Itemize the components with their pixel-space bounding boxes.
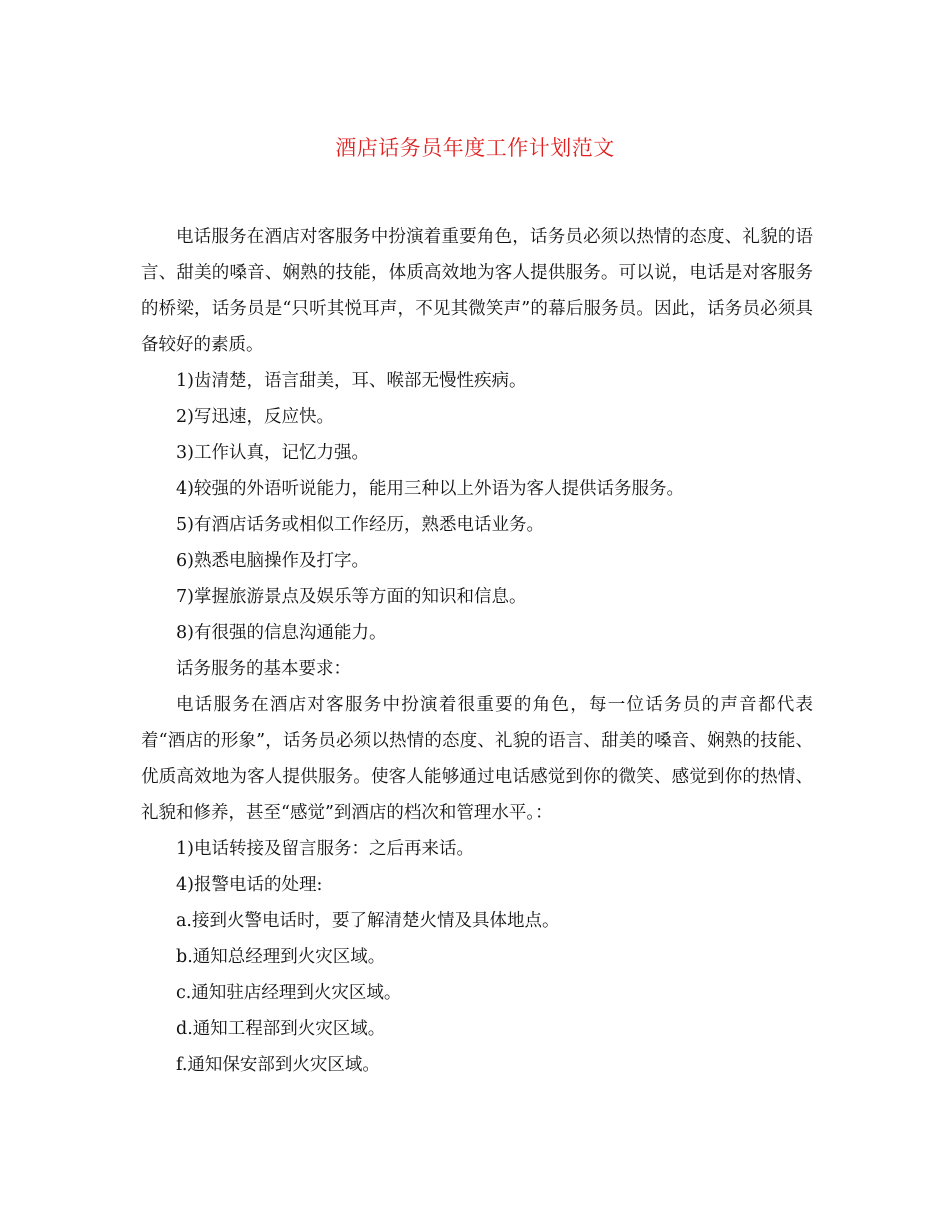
intro-paragraph: 电话服务在酒店对客服务中扮演着重要角色，话务员必须以热情的态度、礼貌的语言、甜美的嗓音、娴熟的技能，体质高效地为客人提供服务。可以说，电话是对客服务的桥梁，话务员是“只听其悦耳声，不见其微笑声”的幕后服务员。因此，话务员必须具备较好的素质。	[141, 227, 813, 355]
list-item: f.通知保安部到火灾区域。	[176, 1055, 380, 1075]
list-item: 7)掌握旅游景点及娱乐等方面的知识和信息。	[176, 587, 527, 607]
qualities-list	[141, 363, 813, 651]
document-title: 酒店话务员年度工作计划范文	[335, 136, 615, 160]
list-item: 1)电话转接及留言服务：之后再来话。	[176, 839, 474, 859]
list-item: d.通知工程部到火灾区域。	[176, 1019, 386, 1039]
list-item: 4)较强的外语听说能力，能用三种以上外语为客人提供话务服务。	[176, 479, 684, 499]
service-items-list	[141, 831, 813, 1083]
list-item: c.通知驻店经理到火灾区域。	[176, 983, 402, 1003]
list-item: 3)工作认真，记忆力强。	[176, 443, 369, 463]
list-item: 1)齿清楚，语言甜美，耳、喉部无慢性疾病。	[176, 371, 527, 391]
requirements-paragraph: 电话服务在酒店对客服务中扮演着很重要的角色，每一位话务员的声音都代表着“酒店的形象”，话务员必须以热情的态度、礼貌的语言、甜美的嗓音、娴熟的技能、优质高效地为客人提供服务。使客人能够通过电话感觉到你的微笑、感觉到你的热情、礼貌和修养，甚至“感觉”到酒店的档次和管理水平。：	[141, 695, 813, 823]
list-item: 8)有很强的信息沟通能力。	[176, 623, 387, 643]
list-item: a.接到火警电话时，要了解清楚火情及具体地点。	[176, 911, 560, 931]
list-item: 4)报警电话的处理:	[176, 875, 323, 895]
list-item: 5)有酒店话务或相似工作经历，熟悉电话业务。	[176, 515, 544, 535]
list-item: b.通知总经理到火灾区域。	[176, 947, 386, 967]
requirements-heading: 话务服务的基本要求：	[176, 659, 351, 679]
list-item: 2)写迅速，反应快。	[176, 407, 334, 427]
document-body	[141, 219, 813, 1083]
list-item: 6)熟悉电脑操作及打字。	[176, 551, 369, 571]
